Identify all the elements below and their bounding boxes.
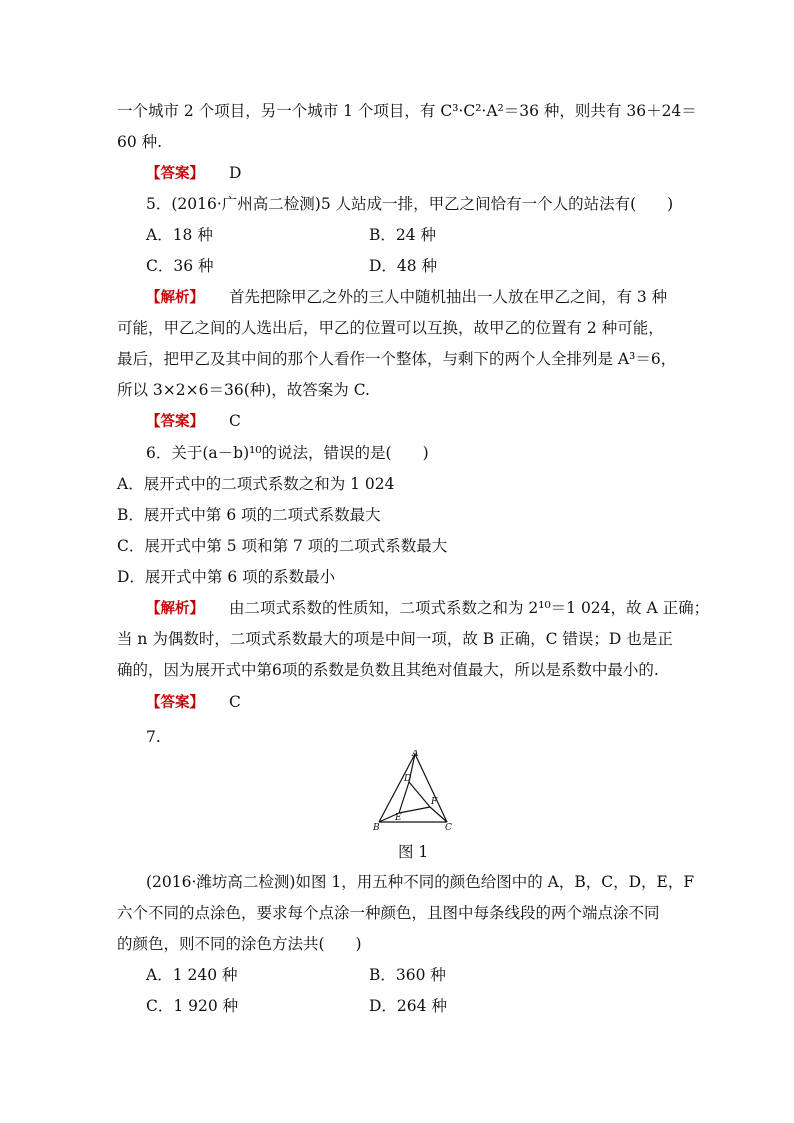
label-c: C (445, 823, 452, 832)
label-d: D (404, 774, 412, 784)
option-5c: C．36 种 D．48 种 (146, 257, 438, 275)
answer-4 (146, 163, 241, 184)
question-6: 6．关于(a－b)¹⁰的说法，错误的是( ) (146, 444, 429, 462)
question-7: (2016·潍坊高二检测)如图 1，用五种不同的颜色给图中的 A，B，C，D，E，F (146, 873, 695, 891)
option-7c: C．1 920 种 D．264 种 (146, 997, 447, 1015)
answer-tag: 【答案】 (146, 414, 204, 430)
analysis-tag: 【解析】 (146, 290, 204, 306)
text-line: 一个城市 2 个项目，另一个城市 1 个项目，有 C³·C²·A²＝36 种，则共有 36＋24＝ (117, 102, 697, 120)
answer-tag: 【答案】 (146, 695, 204, 711)
label-f: F (431, 797, 438, 807)
option-6b: B．展开式中第 6 项的二项式系数最大 (117, 506, 381, 524)
text-line: 确的，因为展开式中第6项的系数是负数且其绝对值最大，所以是系数中最小的. (117, 661, 659, 679)
figure-caption: 图 1 (398, 843, 429, 861)
text-line: 六个不同的点涂色，要求每个点涂一种颜色，且图中每条线段的两个端点涂不同 (117, 904, 660, 922)
option-6c: C．展开式中第 5 项和第 7 项的二项式系数最大 (117, 537, 448, 555)
edge-ac (415, 754, 447, 822)
answer-value: C (228, 412, 241, 430)
triangle-figure (373, 750, 453, 832)
option-7d: D．264 种 (369, 997, 447, 1015)
option-5a: A．18 种 B．24 种 (146, 226, 437, 244)
question-7-number: 7. (146, 728, 161, 746)
option-6a: A．展开式中的二项式系数之和为 1 024 (117, 475, 395, 493)
text-line: 当 n 为偶数时，二项式系数最大的项是中间一项，故 B 正确，C 错误；D 也是正 (117, 630, 673, 648)
analysis-5: 【解析】 首先把除甲乙之外的三人中随机抽出一人放在甲乙之间，有 3 种 (146, 288, 668, 306)
question-5: 5．(2016·广州高二检测)5 人站成一排，甲乙之间恰有一个人的站法有( ) (146, 195, 674, 213)
option-7a: A．1 240 种 B．360 种 (146, 966, 446, 984)
option-5b: B．24 种 (369, 226, 437, 244)
text-line: 所以 3×2×6＝36(种)，故答案为 C. (117, 381, 370, 399)
option-6d: D．展开式中第 6 项的系数最小 (117, 568, 336, 586)
option-7b: B．360 种 (369, 966, 446, 984)
label-e: E (395, 813, 402, 823)
answer-value: D (228, 164, 242, 182)
answer-6 (146, 692, 241, 713)
answer-value: C (228, 693, 241, 711)
answer-5 (146, 411, 241, 432)
text-line: 最后，把甲乙及其中间的那个人看作一个整体，与剩下的两个人全排列是 A³＝6， (117, 350, 677, 368)
option-5d: D．48 种 (369, 257, 438, 275)
answer-tag: 【答案】 (146, 166, 204, 182)
text-line: 可能，甲乙之间的人选出后，甲乙的位置可以互换，故甲乙的位置有 2 种可能， (117, 319, 664, 337)
label-a: A (412, 750, 419, 759)
edge-ab (379, 754, 415, 822)
edge-df (409, 782, 430, 807)
edge-de (399, 782, 409, 813)
text-line: 60 种. (117, 133, 163, 151)
text-line: 的颜色，则不同的涂色方法共( ) (117, 935, 362, 953)
analysis-tag: 【解析】 (146, 601, 204, 617)
analysis-6: 【解析】 由二项式系数的性质知，二项式系数之和为 2¹⁰＝1 024，故 A 正确； (146, 599, 710, 617)
label-b: B (373, 823, 380, 832)
edge-ef (399, 807, 430, 813)
edge-cf (430, 807, 447, 822)
